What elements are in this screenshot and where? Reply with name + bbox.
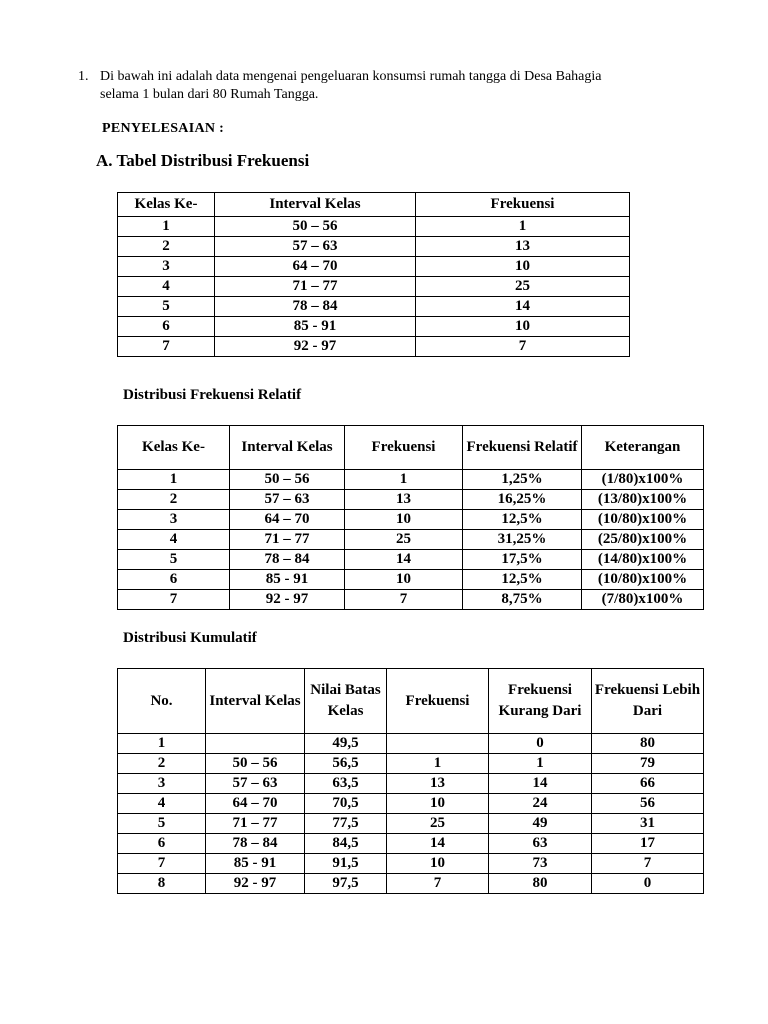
header-frekuensi-relatif: Frekuensi Relatif — [463, 426, 582, 470]
frequency-table-body — [118, 217, 630, 357]
table-cell: 71 – 77 — [230, 530, 345, 550]
table-row — [118, 490, 704, 510]
table-cell: 64 – 70 — [230, 510, 345, 530]
table-cell: 13 — [387, 774, 489, 794]
table-row — [118, 317, 630, 337]
table-cell: 14 — [416, 297, 630, 317]
section-relative-title: Distribusi Frekuensi Relatif — [123, 387, 302, 403]
table-row — [118, 590, 704, 610]
table-cell: 6 — [118, 317, 215, 337]
table-cell: 17,5% — [463, 550, 582, 570]
table-cell: 1 — [489, 754, 592, 774]
table-cell: 85 - 91 — [206, 854, 305, 874]
table-cell: 25 — [387, 814, 489, 834]
table-row — [118, 734, 704, 754]
header-nilai-batas: Nilai Batas Kelas — [305, 669, 387, 734]
table-cell: 10 — [345, 510, 463, 530]
table-cell: 50 – 56 — [206, 754, 305, 774]
table-cell: 66 — [592, 774, 704, 794]
table-cell: 80 — [592, 734, 704, 754]
table-cell: 25 — [416, 277, 630, 297]
table-row — [118, 297, 630, 317]
table-row — [118, 754, 704, 774]
table-cell: 4 — [118, 530, 230, 550]
table-header-row — [118, 426, 704, 470]
table-cell: 73 — [489, 854, 592, 874]
table-cell: 7 — [592, 854, 704, 874]
table-cell: 85 - 91 — [215, 317, 416, 337]
table-cell: 91,5 — [305, 854, 387, 874]
table-cell: 64 – 70 — [215, 257, 416, 277]
table-cell: 57 – 63 — [215, 237, 416, 257]
table-cell: 63,5 — [305, 774, 387, 794]
list-number: 1. — [78, 69, 89, 84]
table-cell: 8 — [118, 874, 206, 894]
table-cell: 6 — [118, 834, 206, 854]
table-cell: 7 — [118, 590, 230, 610]
table-cell: 63 — [489, 834, 592, 854]
table-cell: 6 — [118, 570, 230, 590]
intro-line-1: Di bawah ini adalah data mengenai pengeluaran konsumsi rumah tangga di Desa Bahagia — [100, 69, 602, 84]
relative-frequency-table — [117, 425, 704, 610]
table-cell: 80 — [489, 874, 592, 894]
table-cell: 70,5 — [305, 794, 387, 814]
table-row — [118, 217, 630, 237]
table-cell: 49,5 — [305, 734, 387, 754]
section-cumulative-title: Distribusi Kumulatif — [123, 630, 257, 646]
table-cell: 25 — [345, 530, 463, 550]
section-a-title: A. Tabel Distribusi Frekuensi — [96, 151, 310, 170]
table-cell: 14 — [489, 774, 592, 794]
table-cell: 71 – 77 — [215, 277, 416, 297]
table-row — [118, 257, 630, 277]
table-row — [118, 550, 704, 570]
table-cell: 92 - 97 — [215, 337, 416, 357]
table-cell: 5 — [118, 550, 230, 570]
table-row — [118, 510, 704, 530]
table-cell: 2 — [118, 754, 206, 774]
table-cell: 92 - 97 — [206, 874, 305, 894]
table-row — [118, 237, 630, 257]
table-cell: 78 – 84 — [230, 550, 345, 570]
table-cell: 24 — [489, 794, 592, 814]
header-frekuensi: Frekuensi — [345, 426, 463, 470]
table-cell: 1,25% — [463, 470, 582, 490]
table-cell: 14 — [387, 834, 489, 854]
frequency-table — [117, 192, 630, 357]
table-cell: 12,5% — [463, 570, 582, 590]
header-kelas: Kelas Ke- — [118, 426, 230, 470]
table-row — [118, 834, 704, 854]
header-interval: Interval Kelas — [230, 426, 345, 470]
table-cell: 14 — [345, 550, 463, 570]
table-cell: 1 — [118, 734, 206, 754]
header-kelas: Kelas Ke- — [118, 193, 215, 217]
table-cell: 56 — [592, 794, 704, 814]
table-cell: 10 — [387, 854, 489, 874]
table-cell: 3 — [118, 510, 230, 530]
table-cell: 57 – 63 — [206, 774, 305, 794]
header-frekuensi: Frekuensi — [416, 193, 630, 217]
relative-frequency-table-body — [118, 470, 704, 610]
table-row — [118, 854, 704, 874]
table-cell: 1 — [345, 470, 463, 490]
table-row — [118, 530, 704, 550]
table-cell: (10/80)x100% — [582, 510, 704, 530]
table-cell: (1/80)x100% — [582, 470, 704, 490]
table-cell: (13/80)x100% — [582, 490, 704, 510]
table-cell: 1 — [118, 470, 230, 490]
table-cell: 17 — [592, 834, 704, 854]
header-interval: Interval Kelas — [215, 193, 416, 217]
table-cell: 4 — [118, 794, 206, 814]
table-cell: 7 — [118, 854, 206, 874]
table-row — [118, 337, 630, 357]
table-cell: 2 — [118, 237, 215, 257]
table-cell: 92 - 97 — [230, 590, 345, 610]
header-interval: Interval Kelas — [206, 669, 305, 734]
solution-label: PENYELESAIAN : — [102, 121, 225, 136]
table-row — [118, 794, 704, 814]
table-cell: 12,5% — [463, 510, 582, 530]
table-row — [118, 814, 704, 834]
table-cell: (14/80)x100% — [582, 550, 704, 570]
intro-text — [100, 68, 700, 104]
header-frekuensi: Frekuensi — [387, 669, 489, 734]
table-cell: 79 — [592, 754, 704, 774]
table-row — [118, 874, 704, 894]
table-cell: (25/80)x100% — [582, 530, 704, 550]
table-cell — [387, 734, 489, 754]
table-header-row — [118, 669, 704, 734]
cumulative-table-body — [118, 734, 704, 894]
intro-line-2: selama 1 bulan dari 80 Rumah Tangga. — [100, 87, 319, 102]
table-cell: 78 – 84 — [215, 297, 416, 317]
table-cell: 1 — [387, 754, 489, 774]
table-cell: 10 — [416, 317, 630, 337]
table-cell: 64 – 70 — [206, 794, 305, 814]
table-cell: 2 — [118, 490, 230, 510]
table-cell: 49 — [489, 814, 592, 834]
table-cell: 5 — [118, 814, 206, 834]
table-cell: 16,25% — [463, 490, 582, 510]
table-cell: 10 — [416, 257, 630, 277]
table-cell: 7 — [345, 590, 463, 610]
table-header-row — [118, 193, 630, 217]
table-cell: (10/80)x100% — [582, 570, 704, 590]
table-cell: 31 — [592, 814, 704, 834]
table-cell: 7 — [118, 337, 215, 357]
table-cell: 77,5 — [305, 814, 387, 834]
table-cell: 85 - 91 — [230, 570, 345, 590]
table-cell: 4 — [118, 277, 215, 297]
table-cell: 84,5 — [305, 834, 387, 854]
table-cell: 7 — [416, 337, 630, 357]
table-cell: 31,25% — [463, 530, 582, 550]
table-row — [118, 570, 704, 590]
table-row — [118, 470, 704, 490]
table-cell — [206, 734, 305, 754]
table-row — [118, 774, 704, 794]
table-cell: 97,5 — [305, 874, 387, 894]
table-cell: 13 — [345, 490, 463, 510]
table-cell: 50 – 56 — [230, 470, 345, 490]
table-row — [118, 277, 630, 297]
table-cell: 56,5 — [305, 754, 387, 774]
cumulative-table — [117, 668, 704, 894]
table-cell: 71 – 77 — [206, 814, 305, 834]
table-cell: 0 — [592, 874, 704, 894]
table-cell: 1 — [118, 217, 215, 237]
header-keterangan: Keterangan — [582, 426, 704, 470]
table-cell: 78 – 84 — [206, 834, 305, 854]
table-cell: 1 — [416, 217, 630, 237]
header-no: No. — [118, 669, 206, 734]
table-cell: 0 — [489, 734, 592, 754]
table-cell: 5 — [118, 297, 215, 317]
header-kurang-dari: Frekuensi Kurang Dari — [489, 669, 592, 734]
table-cell: 50 – 56 — [215, 217, 416, 237]
table-cell: 10 — [387, 794, 489, 814]
table-cell: 57 – 63 — [230, 490, 345, 510]
header-lebih-dari: Frekuensi Lebih Dari — [592, 669, 704, 734]
table-cell: (7/80)x100% — [582, 590, 704, 610]
table-cell: 7 — [387, 874, 489, 894]
table-cell: 8,75% — [463, 590, 582, 610]
table-cell: 13 — [416, 237, 630, 257]
table-cell: 3 — [118, 774, 206, 794]
table-cell: 3 — [118, 257, 215, 277]
table-cell: 10 — [345, 570, 463, 590]
